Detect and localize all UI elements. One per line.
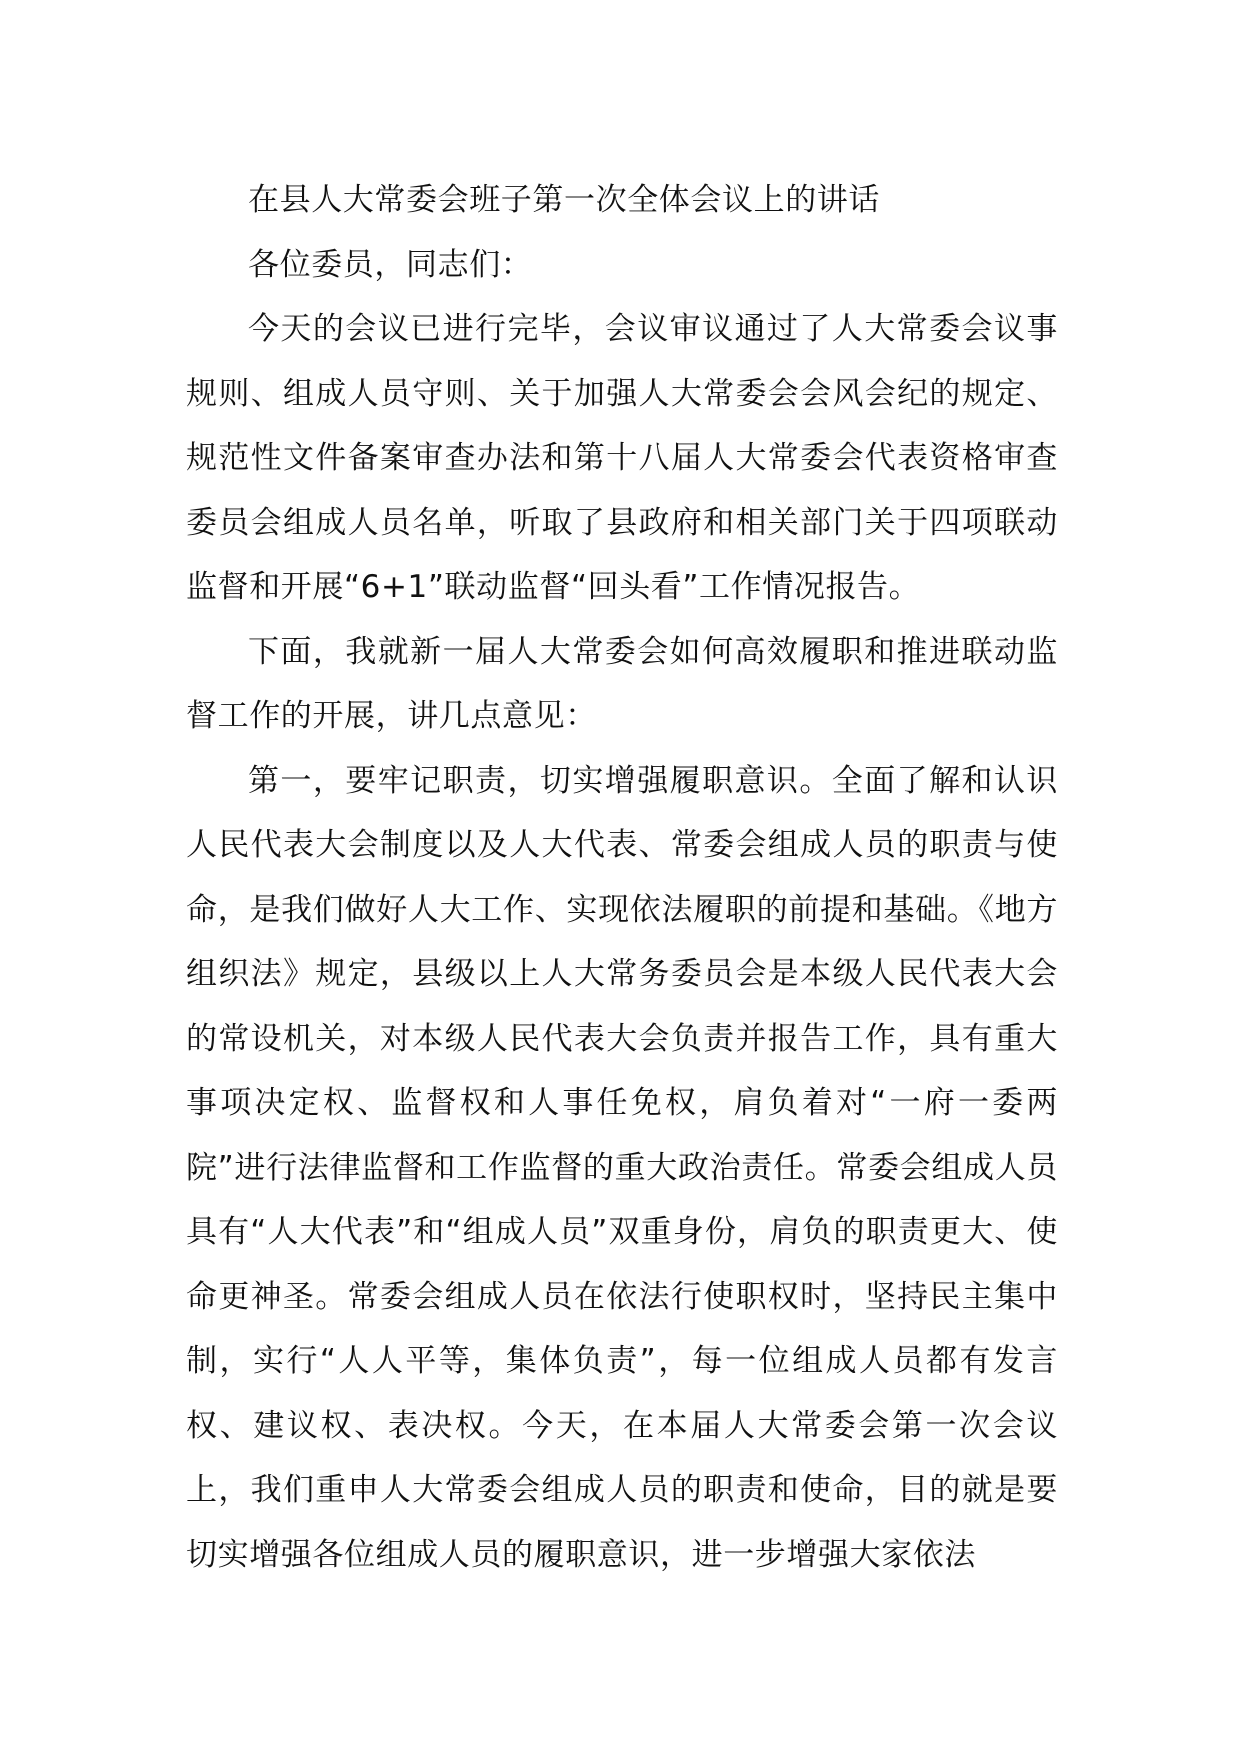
- paragraph-intro: 下面，我就新一届人大常委会如何高效履职和推进联动监督工作的开展，讲几点意见：: [186, 633, 1058, 734]
- salutation: 各位委员，同志们：: [248, 246, 533, 283]
- paragraph-meeting-summary: 今天的会议已进行完毕，会议审议通过了人大常委会议事规则、组成人员守则、关于加强人大常委会会风会纪的规定、规范性文件备案审查办法和第十八届人大常委会代表资格审查委员会组成人员名单，听取了县政府和相关部门关于四项联动监督和开展“6+1”联动监督“回头看”工作情况报告。: [186, 311, 1058, 605]
- document-title: 在县人大常委会班子第一次全体会议上的讲话: [248, 182, 880, 218]
- paragraph-point-one: 第一，要牢记职责，切实增强履职意识。全面了解和认识人民代表大会制度以及人大代表、常委会组成人员的职责与使命，是我们做好人大工作、实现依法履职的前提和基础。《地方组织法》规定，县级以上人大常务委员会是本级人民代表大会的常设机关，对本级人民代表大会负责并报告工作，具有重大事项决定权、监督权和人事任免权，肩负着对“一府一委两院”进行法律监督和工作监督的重大政治责任。常委会组成人员具有“人大代表”和“组成人员”双重身份，肩负的职责更大、使命更神圣。常委会组成人员在依法行使职权时，坚持民主集中制，实行“人人平等，集体负责”，每一位组成人员都有发言权、建议权、表决权。今天，在本届人大常委会第一次会议上，我们重申人大常委会组成人员的职责和使命，目的就是要切实增强各位组成人员的履职意识，进一步增强大家依法: [186, 762, 1058, 1573]
- document-body: [186, 168, 1058, 1587]
